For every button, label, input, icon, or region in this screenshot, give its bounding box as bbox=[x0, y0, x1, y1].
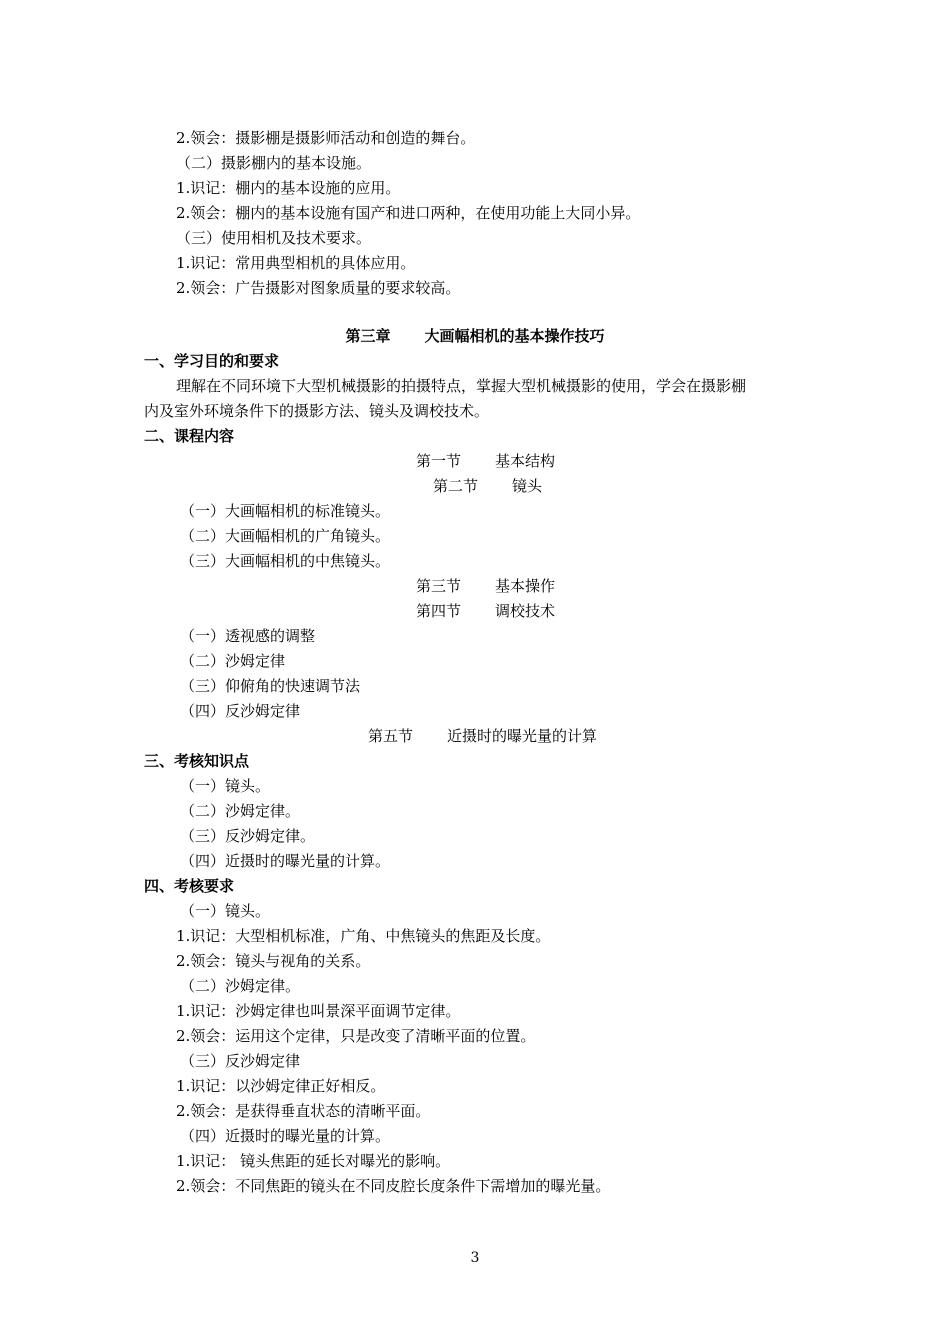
list-item: （一）透视感的调整 bbox=[180, 627, 316, 645]
body-line: 2.领会：摄影棚是摄影师活动和创造的舞台。 bbox=[176, 129, 476, 147]
list-item: （一）镜头。 bbox=[180, 777, 271, 795]
list-item: （二）沙姆定律。 bbox=[180, 977, 301, 995]
body-line: 1.识记：常用典型相机的具体应用。 bbox=[176, 254, 416, 272]
subsection-title: 第三节 基本操作 bbox=[416, 577, 556, 595]
body-line: 2.领会：镜头与视角的关系。 bbox=[176, 952, 371, 970]
body-line: 2.领会：不同焦距的镜头在不同皮腔长度条件下需增加的曝光量。 bbox=[176, 1177, 611, 1195]
paragraph-line: 理解在不同环境下大型机械摄影的拍摄特点，掌握大型机械摄影的使用，学会在摄影棚 bbox=[176, 377, 747, 395]
subsection-title: 第五节 近摄时的曝光量的计算 bbox=[368, 727, 598, 745]
list-item: （二）沙姆定律。 bbox=[180, 802, 301, 820]
body-line: 2.领会：运用这个定律，只是改变了清晰平面的位置。 bbox=[176, 1027, 536, 1045]
body-line: 2.领会：广告摄影对图象质量的要求较高。 bbox=[176, 279, 461, 297]
body-line: （二）摄影棚内的基本设施。 bbox=[176, 154, 372, 172]
body-line: （三）使用相机及技术要求。 bbox=[176, 229, 372, 247]
subsection-title: 第四节 调校技术 bbox=[416, 602, 556, 620]
list-item: （四）近摄时的曝光量的计算。 bbox=[180, 1127, 391, 1145]
list-item: （二）沙姆定律 bbox=[180, 652, 286, 670]
subsection-title: 第二节 镜头 bbox=[433, 477, 543, 495]
body-line: 2.领会：是获得垂直状态的清晰平面。 bbox=[176, 1102, 431, 1120]
body-line: 1.识记：棚内的基本设施的应用。 bbox=[176, 179, 401, 197]
body-line: 1.识记：以沙姆定律正好相反。 bbox=[176, 1077, 386, 1095]
chapter-title bbox=[0, 324, 950, 349]
list-item: （三）反沙姆定律 bbox=[180, 1052, 301, 1070]
paragraph-line: 内及室外环境条件下的摄影方法、镜头及调校技术。 bbox=[144, 402, 490, 420]
chapter-number: 第三章 bbox=[345, 327, 391, 345]
list-item: （四）反沙姆定律 bbox=[180, 702, 301, 720]
section-heading: 二、课程内容 bbox=[144, 427, 235, 445]
page-number: 3 bbox=[470, 1250, 480, 1266]
body-line: 1.识记：大型相机标准，广角、中焦镜头的焦距及长度。 bbox=[176, 927, 551, 945]
body-line: 2.领会：棚内的基本设施有国产和进口两种，在使用功能上大同小异。 bbox=[176, 204, 641, 222]
list-item: （一）大画幅相机的标准镜头。 bbox=[180, 502, 391, 520]
list-item: （三）仰俯角的快速调节法 bbox=[180, 677, 361, 695]
list-item: （三）大画幅相机的中焦镜头。 bbox=[180, 552, 391, 570]
list-item: （二）大画幅相机的广角镜头。 bbox=[180, 527, 391, 545]
subsection-title: 第一节 基本结构 bbox=[416, 452, 556, 470]
body-line: 1.识记： 镜头焦距的延长对曝光的影响。 bbox=[176, 1152, 451, 1170]
list-item: （四）近摄时的曝光量的计算。 bbox=[180, 852, 391, 870]
list-item: （一）镜头。 bbox=[180, 902, 271, 920]
chapter-name: 大画幅相机的基本操作技巧 bbox=[424, 327, 605, 345]
section-heading: 三、考核知识点 bbox=[144, 752, 250, 770]
body-line: 1.识记：沙姆定律也叫景深平面调节定律。 bbox=[176, 1002, 461, 1020]
list-item: （三）反沙姆定律。 bbox=[180, 827, 316, 845]
section-heading: 一、学习目的和要求 bbox=[144, 352, 280, 370]
section-heading: 四、考核要求 bbox=[144, 877, 235, 895]
